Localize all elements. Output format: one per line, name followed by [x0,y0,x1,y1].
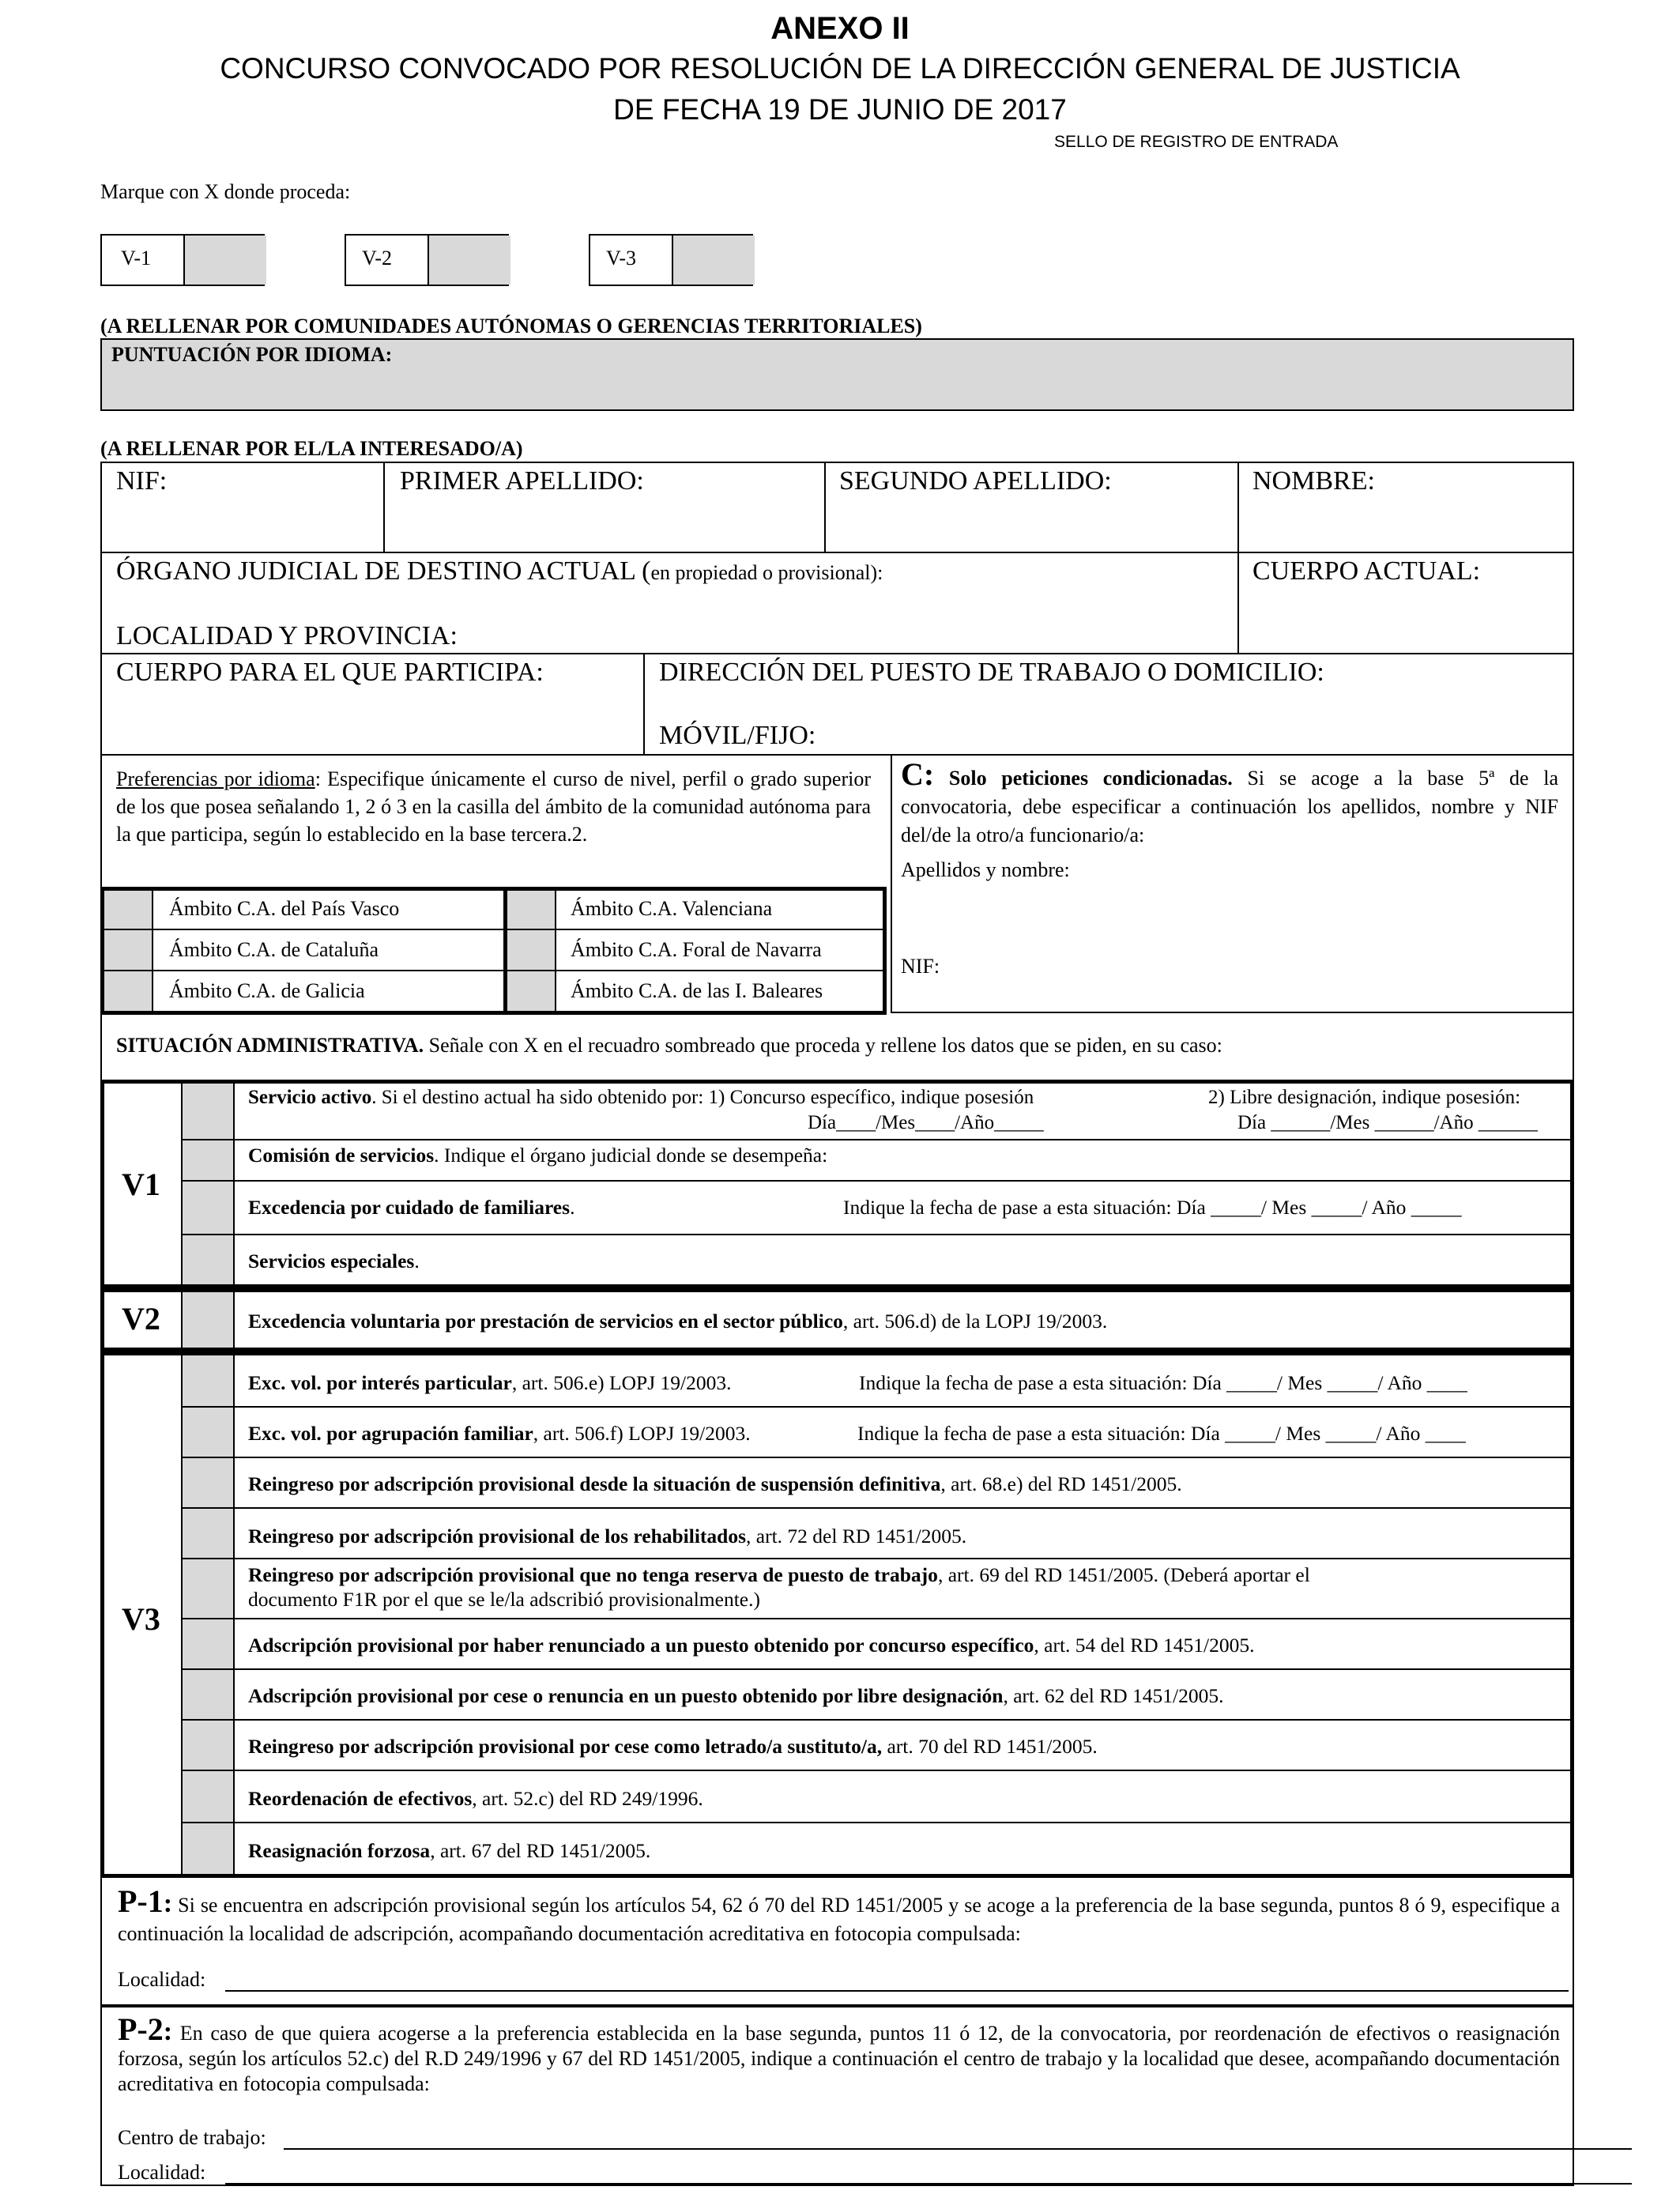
option-v2[interactable] [345,234,509,286]
v1-leave-text: . [570,1196,575,1219]
p2-locality-input[interactable] [225,2183,1632,2185]
language-preferences-body: : Especifique únicamente el curso de nivel, perfil o grado superior de los que posea señalando 1, 2 ó 3 en la casilla del ámbito de la comunidad autónoma para la que participa, según lo establecido en la base tercera.2. [116,767,871,846]
v2-label: V2 [122,1301,160,1336]
v3-row-particular-interest[interactable] [248,1371,731,1395]
v3-row-forced-reassignment[interactable] [248,1839,650,1863]
area-checkbox-baleares[interactable] [507,971,556,1011]
conditional-body: Si se acoge a la base 5ª de la convocatoria, debe especificar a continuación los apellidos, nombre y NIF del/de la otro/a funcionario/a: [901,767,1558,846]
p2-section [100,2006,1574,2186]
area-label-catalonia: Ámbito C.A. de Cataluña [169,938,379,961]
v3-row-family-grouping[interactable] [248,1422,751,1446]
v1-leave-checkbox[interactable] [183,1182,233,1234]
v1-commission-row[interactable] [248,1144,827,1167]
conditional-requests-text [901,756,1558,850]
v1-active-row[interactable] [248,1087,1034,1109]
participating-body-field[interactable]: CUERPO PARA EL QUE PARTICIPA: [116,658,544,687]
language-preferences-title: Preferencias por idioma [116,767,315,790]
area-label-navarra: Ámbito C.A. Foral de Navarra [571,938,822,961]
area-label-valencia: Ámbito C.A. Valenciana [571,897,773,920]
territorial-heading: (A RELLENAR POR COMUNIDADES AUTÓNOMAS O GERENCIAS TERRITORIALES) [100,315,922,337]
v1-special-title: Servicios especiales [248,1250,415,1272]
v3-row-suspension[interactable] [248,1472,1182,1496]
option-v2-checkbox[interactable] [428,236,510,285]
v2-block [100,1288,1574,1351]
v1-leave-date[interactable]: Indique la fecha de pase a esta situación: Día _____/ Mes _____/ Año _____ [843,1196,1462,1219]
area-checkbox-galicia[interactable] [104,971,153,1011]
v3-block [100,1351,1574,1878]
p1-colon: : [163,1889,173,1918]
contest-title: CONCURSO CONVOCADO POR RESOLUCIÓN DE LA DIRECCIÓN GENERAL DE JUSTICIA [220,52,1460,85]
v3-checkbox-column[interactable] [183,1355,233,1874]
v1-special-row[interactable] [248,1250,420,1273]
v1-commission-checkbox[interactable] [183,1140,233,1180]
first-surname-field[interactable]: PRIMER APELLIDO: [400,466,644,496]
v3-row-2-date[interactable]: Indique la fecha de pase a esta situación: Día _____/ Mes _____/ Año ____ [857,1422,1466,1445]
v1-active-text2: 2) Libre designación, indique posesión: [1208,1087,1521,1108]
v3-row-1-text: , art. 506.e) LOPJ 19/2003. [511,1371,732,1394]
v3-row-reorganization[interactable] [248,1787,703,1811]
current-organ-label: ÓRGANO JUDICIAL DE DESTINO ACTUAL ( [116,556,651,586]
name-field[interactable]: NOMBRE: [1252,466,1375,496]
p2-center-input[interactable] [284,2148,1632,2150]
v1-commission-title: Comisión de servicios [248,1144,435,1167]
v3-row-9-title: Reordenación de efectivos [248,1787,473,1810]
conditional-names-field[interactable]: Apellidos y nombre: [901,858,1070,881]
p2-colon: : [163,2017,173,2046]
p2-locality-label: Localidad: [118,2161,206,2184]
v3-row-free-designation[interactable] [248,1684,1224,1708]
p1-label: P-1 [118,1883,164,1919]
v3-row-9-text: , art. 52.c) del RD 249/1996. [472,1787,703,1810]
p1-body: Si se encuentra en adscripción provisional según los artículos 54, 62 ó 70 del RD 1451/2005 y se acoge a la preferencia de la base segunda, puntos 8 ó 9, especifique a continuación la localidad de adscripción, acompañando documentación acreditativa en fotocopia compulsada: [118,1894,1560,1945]
v3-row-2-title: Exc. vol. por agrupación familiar [248,1422,533,1445]
v3-row-rehabilitated[interactable] [248,1525,966,1548]
language-score-label: PUNTUACIÓN POR IDIOMA: [111,343,393,366]
v3-row-substitute-lawyer[interactable] [248,1735,1098,1759]
administrative-situation-title: SITUACIÓN ADMINISTRATIVA. [116,1034,424,1057]
conditional-title: Solo peticiones condicionadas. [948,767,1233,790]
p2-center-label: Centro de trabajo: [118,2126,266,2149]
conditional-letter: C: [901,756,935,792]
p2-text [118,2011,1560,2097]
phone-field[interactable]: MÓVIL/FIJO: [659,721,816,750]
second-surname-field[interactable]: SEGUNDO APELLIDO: [839,466,1112,496]
v3-row-5-text2: documento F1R por el que se le/la adscribió provisionalmente.) [248,1588,760,1611]
v3-row-3-title: Reingreso por adscripción provisional desde la situación de suspensión definitiva [248,1472,941,1495]
v3-row-no-reserve[interactable] [248,1563,1310,1612]
p1-locality-label: Localidad: [118,1968,206,1991]
current-organ-note: en propiedad o provisional): [650,561,883,584]
v1-leave-title: Excedencia por cuidado de familiares [248,1196,571,1219]
p2-body: En caso de que quiera acogerse a la preferencia establecida en la base segunda, puntos 11 ó 12, de la convocatoria, por reordenación de efectivos o reasignación forzosa, según los artículos 52.c) del R.D 249/1996 y 67 del RD 1451/2005, indique a continuación el centro de trabajo y la localidad que desee, acompañando documentación acreditativa en fotocopia compulsada: [118,2022,1560,2095]
p1-text [118,1883,1560,1948]
area-label-baleares: Ámbito C.A. de las I. Baleares [571,979,823,1002]
v3-row-6-text: , art. 54 del RD 1451/2005. [1034,1634,1255,1657]
v3-row-4-title: Reingreso por adscripción provisional de los rehabilitados [248,1525,747,1547]
p1-section [100,1878,1574,2006]
v2-text: , art. 506.d) de la LOPJ 19/2003. [842,1310,1108,1333]
v1-special-checkbox[interactable] [183,1235,233,1284]
v1-active-title: Servicio activo [248,1087,372,1108]
area-checkbox-navarra[interactable] [507,930,556,970]
locality-province-field[interactable]: LOCALIDAD Y PROVINCIA: [116,621,458,650]
contest-date: DE FECHA 19 DE JUNIO DE 2017 [613,93,1067,126]
v1-label: V1 [122,1167,160,1202]
v3-row-8-title: Reingreso por adscripción provisional por cese como letrado/a sustituto/a, [248,1735,883,1758]
language-preferences-text [116,765,871,848]
v2-title: Excedencia voluntaria por prestación de servicios en el sector público [248,1310,843,1333]
v1-active-checkbox[interactable] [183,1084,233,1139]
v1-active-date1[interactable]: Día____/Mes____/Año_____ [808,1112,1044,1133]
option-v2-label: V-2 [362,247,393,270]
v3-row-4-text: , art. 72 del RD 1451/2005. [746,1525,967,1547]
v1-active-date2[interactable]: Día ______/Mes ______/Año ______ [1237,1112,1538,1133]
v1-special-text: . [414,1250,420,1272]
administrative-situation-text [116,1034,1222,1057]
area-label-basque: Ámbito C.A. del País Vasco [169,897,400,920]
v2-row[interactable] [248,1310,1107,1333]
v3-row-10-title: Reasignación forzosa [248,1839,431,1862]
area-label-galicia: Ámbito C.A. de Galicia [169,979,365,1002]
area-checkbox-basque[interactable] [104,891,153,929]
option-v3-label: V-3 [606,247,637,270]
conditional-nif-field[interactable]: NIF: [901,955,940,978]
p1-locality-input[interactable] [225,1990,1569,1992]
option-v3[interactable] [589,234,753,286]
v3-row-6-title: Adscripción provisional por haber renunciado a un puesto obtenido por concurso específico [248,1634,1034,1657]
current-organ-field[interactable] [116,556,883,586]
v2-checkbox[interactable] [183,1292,233,1348]
v3-row-5-text: , art. 69 del RD 1451/2005. (Deberá aportar el [937,1563,1310,1586]
v1-block [100,1080,1574,1288]
option-v1[interactable] [100,234,265,286]
v3-row-specific-contest[interactable] [248,1634,1254,1657]
v3-row-10-text: , art. 67 del RD 1451/2005. [430,1839,651,1862]
language-area-grid [100,887,887,1015]
v3-row-5-title: Reingreso por adscripción provisional que no tenga reserva de puesto de trabajo [248,1563,938,1586]
v3-row-2-text: , art. 506.f) LOPJ 19/2003. [533,1422,751,1445]
v3-row-7-title: Adscripción provisional por cese o renuncia en un puesto obtenido por libre designación [248,1684,1004,1707]
area-checkbox-catalonia[interactable] [104,930,153,970]
v1-active-text: . Si el destino actual ha sido obtenido por: 1) Concurso específico, indique posesión [371,1087,1034,1108]
mark-instruction: Marque con X donde proceda: [100,180,351,203]
option-v1-checkbox[interactable] [183,236,266,285]
applicant-heading: (A RELLENAR POR EL/LA INTERESADO/A) [100,437,523,460]
nif-field[interactable]: NIF: [116,466,168,496]
work-address-field[interactable]: DIRECCIÓN DEL PUESTO DE TRABAJO O DOMICILIO: [659,658,1324,687]
v3-label: V3 [122,1601,160,1637]
registry-stamp-label: SELLO DE REGISTRO DE ENTRADA [1054,133,1339,151]
v3-row-1-title: Exc. vol. por interés particular [248,1371,512,1394]
v3-row-3-text: , art. 68.e) del RD 1451/2005. [940,1472,1182,1495]
v3-row-1-date[interactable]: Indique la fecha de pase a esta situación: Día _____/ Mes _____/ Año ____ [859,1371,1467,1394]
language-score-field[interactable] [100,338,1574,411]
p2-label: P-2 [118,2011,164,2047]
v1-leave-row[interactable] [248,1196,574,1220]
v3-row-8-text: art. 70 del RD 1451/2005. [882,1735,1098,1758]
current-body-field[interactable]: CUERPO ACTUAL: [1252,556,1481,586]
administrative-situation-body: Señale con X en el recuadro sombreado que proceda y rellene los datos que se piden, en su caso: [424,1034,1222,1057]
v1-commission-text: . Indique el órgano judicial donde se desempeña: [434,1144,828,1167]
option-v3-checkbox[interactable] [672,236,755,285]
option-v1-label: V-1 [121,247,152,270]
area-checkbox-valencia[interactable] [507,891,556,929]
annex-title: ANEXO II [770,11,910,46]
v3-row-7-text: , art. 62 del RD 1451/2005. [1003,1684,1224,1707]
